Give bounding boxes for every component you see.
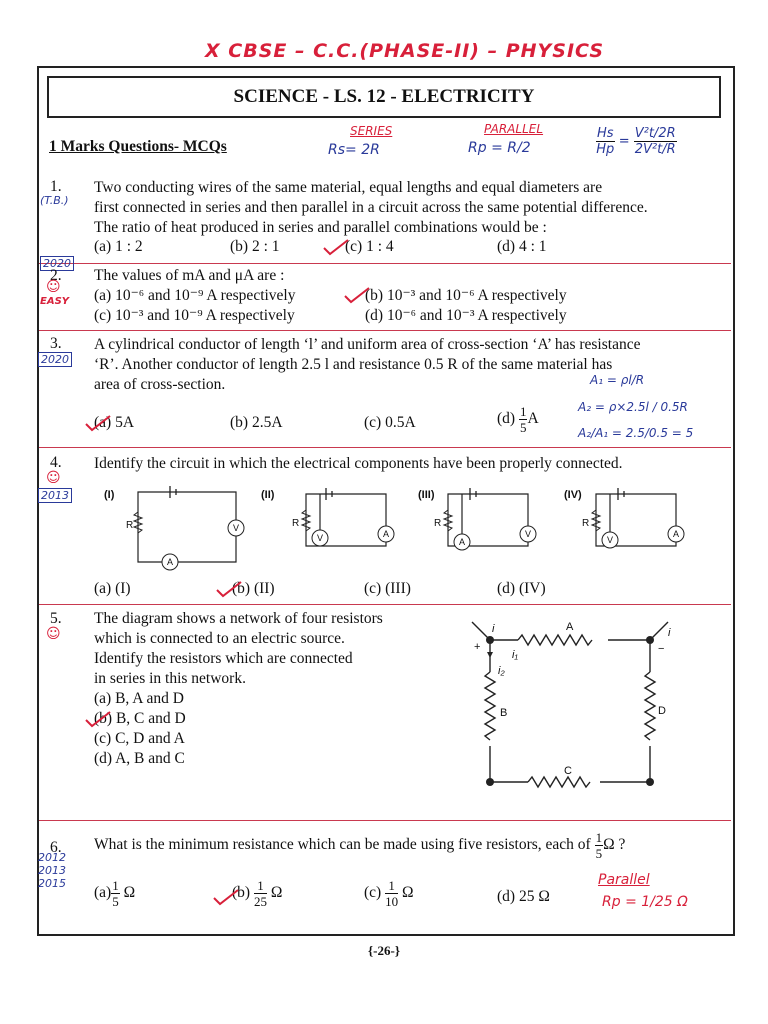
note-series: SERIES	[350, 124, 393, 138]
circuit-diagrams	[96, 482, 716, 578]
note-year-2013: 2013	[38, 488, 72, 503]
q1-option-c[interactable]: (c) 1 : 4	[345, 238, 394, 255]
note-year-2013: 2013	[38, 864, 66, 877]
separator	[39, 604, 731, 605]
q2-option-d[interactable]: (d) 10⁻⁶ and 10⁻³ A respectively	[365, 307, 567, 324]
note-parallel: PARALLEL	[484, 122, 544, 136]
circuit-label-4: (IV)	[564, 489, 582, 501]
q5-line1: The diagram shows a network of four resistors	[94, 610, 383, 627]
q3-line2: ‘R’. Another conductor of length 2.5 l and resistance 0.5 R of the same material has	[94, 356, 613, 373]
note-year-2020: 2020	[40, 256, 74, 271]
circuit-label-2: (II)	[261, 489, 275, 501]
q5-line4: in series in this network.	[94, 670, 246, 687]
resistor-label-d: D	[658, 705, 666, 717]
tick-mark-icon	[343, 286, 371, 306]
resistor-label-a: A	[566, 621, 574, 633]
separator	[39, 330, 731, 331]
q5-line2: which is connected to an electric source.	[94, 630, 345, 647]
q2-option-b[interactable]: (b) 10⁻³ and 10⁻⁶ A respectively	[365, 287, 567, 304]
q4-option-a[interactable]: (a) (I)	[94, 580, 131, 597]
q5-option-d[interactable]: (d) A, B and C	[94, 750, 185, 767]
note-rp: Rp = R/2	[468, 140, 531, 156]
voltmeter-symbol: V	[606, 535, 614, 545]
q3-option-a[interactable]: (a) 5A	[94, 414, 135, 431]
q6-option-b[interactable]: (b) $\frac{1}{25}$ Ω	[232, 878, 283, 909]
terminal-plus: +	[474, 641, 481, 653]
q6-option-c[interactable]: (c) $\frac{1}{10}$ Ω	[364, 878, 414, 909]
smiley-icon: ☺	[46, 626, 61, 642]
q1-option-d[interactable]: (d) 4 : 1	[497, 238, 547, 255]
q5-number: 5.	[50, 610, 62, 627]
q5-option-c[interactable]: (c) C, D and A	[94, 730, 185, 747]
ammeter-symbol: A	[458, 537, 466, 547]
q1-option-a[interactable]: (a) 1 : 2	[94, 238, 143, 255]
circuit-label-3: (III)	[418, 489, 435, 501]
tick-mark-icon	[84, 710, 112, 730]
tick-mark-icon	[212, 888, 240, 908]
current-label-i-out: i	[668, 627, 671, 639]
smiley-icon: ☺	[46, 470, 61, 486]
q5-option-b[interactable]: (b) B, C and D	[94, 710, 186, 727]
q1-number: 1.	[50, 178, 62, 195]
tick-mark-icon	[215, 580, 243, 600]
q1-option-b[interactable]: (b) 2 : 1	[230, 238, 280, 255]
q3-option-c[interactable]: (c) 0.5A	[364, 414, 416, 431]
q5-line3: Identify the resistors which are connected	[94, 650, 353, 667]
q3-line1: A cylindrical conductor of length ‘l’ and uniform area of cross-section ‘A’ has resistance	[94, 336, 641, 353]
note-parallel-answer: Parallel	[598, 872, 650, 888]
resistor-symbol: R	[434, 518, 442, 529]
note-year-2020: 2020	[38, 352, 72, 367]
q6-number: 6.	[50, 839, 62, 856]
q4-option-c[interactable]: (c) (III)	[364, 580, 411, 597]
separator	[39, 447, 731, 448]
q4-stem: Identify the circuit in which the electrical components have been properly connected.	[94, 455, 623, 472]
current-label-i2: i₂	[498, 665, 505, 677]
circuit-label-1: (I)	[104, 489, 115, 501]
voltmeter-symbol: V	[316, 533, 324, 543]
q2-option-c[interactable]: (c) 10⁻³ and 10⁻⁹ A respectively	[94, 307, 295, 324]
q6-option-d[interactable]: (d) 25 Ω	[497, 888, 550, 905]
q1-line3: The ratio of heat produced in series and parallel combinations would be :	[94, 219, 547, 236]
title-box	[47, 76, 721, 118]
note-heat-ratio: $\frac{Hs}{Hp}$ = $\frac{\text{V²t/2R}}{\text{2V²t/R}}$	[596, 126, 676, 157]
page-title: SCIENCE - LS. 12 - ELECTRICITY	[233, 86, 535, 107]
note-year-2012: 2012	[38, 851, 66, 864]
resistor-label-b: B	[500, 707, 508, 719]
note-rp-answer: Rp = 1/25 Ω	[602, 894, 688, 910]
voltmeter-symbol: V	[524, 529, 532, 539]
note-textbook: (T.B.)	[40, 194, 69, 207]
terminal-minus: −	[658, 643, 665, 655]
q3-option-b[interactable]: (b) 2.5A	[230, 414, 283, 431]
resistor-label-c: C	[564, 765, 572, 777]
separator	[39, 820, 731, 821]
note-rs: Rs= 2R	[328, 142, 380, 158]
ammeter-symbol: A	[672, 529, 680, 539]
smiley-icon: ☺	[46, 279, 61, 295]
header-handwritten-note: X CBSE – C.C.(PHASE-II) – PHYSICS	[205, 40, 605, 62]
tick-mark-icon	[322, 238, 350, 258]
ammeter-symbol: A	[382, 529, 390, 539]
resistor-network-diagram	[468, 610, 688, 800]
page-number: {-26-}	[368, 943, 400, 958]
q5-option-a[interactable]: (a) B, A and D	[94, 690, 184, 707]
note-area-ratio: A₂/A₁ = 2.5/0.5 = 5	[578, 426, 694, 440]
note-a1: A₁ = ρl/R	[590, 373, 645, 387]
note-easy: EASY	[40, 296, 70, 307]
q1-line1: Two conducting wires of the same material, equal lengths and equal diameters are	[94, 179, 603, 196]
resistor-symbol: R	[582, 518, 590, 529]
q4-number: 4.	[50, 454, 62, 471]
q6-stem: What is the minimum resistance which can be made using five resistors, each of $\frac{1}{5}$ Ω ?	[94, 830, 626, 861]
q3-line3: area of cross-section.	[94, 376, 226, 393]
tick-mark-icon	[84, 414, 112, 434]
q2-option-a[interactable]: (a) 10⁻⁶ and 10⁻⁹ A respectively	[94, 287, 296, 304]
q2-number: 2.	[50, 267, 62, 284]
resistor-symbol: R	[126, 520, 134, 531]
q6-option-a[interactable]: (a) $\frac{1}{5}$ Ω	[94, 878, 136, 909]
q4-option-d[interactable]: (d) (IV)	[497, 580, 546, 597]
resistor-symbol: R	[292, 518, 300, 529]
q3-option-d[interactable]: (d) $\frac{1}{5}$ A	[497, 404, 539, 435]
note-a2: A₂ = ρ×2.5l / 0.5R	[578, 400, 688, 414]
q3-number: 3.	[50, 335, 62, 352]
note-year-2015: 2015	[38, 877, 66, 890]
section-heading: 1 Marks Questions- MCQs	[49, 138, 227, 155]
separator	[39, 263, 731, 264]
current-label-i: i	[492, 623, 495, 635]
voltmeter-symbol: V	[232, 523, 240, 533]
current-label-i1: i₁	[512, 649, 518, 661]
q1-line2: first connected in series and then parallel in a circuit across the same potential difference.	[94, 199, 648, 216]
q4-option-b[interactable]: (b) (II)	[232, 580, 275, 597]
ammeter-symbol: A	[166, 557, 174, 567]
q2-stem: The values of mA and μA are :	[94, 267, 285, 284]
